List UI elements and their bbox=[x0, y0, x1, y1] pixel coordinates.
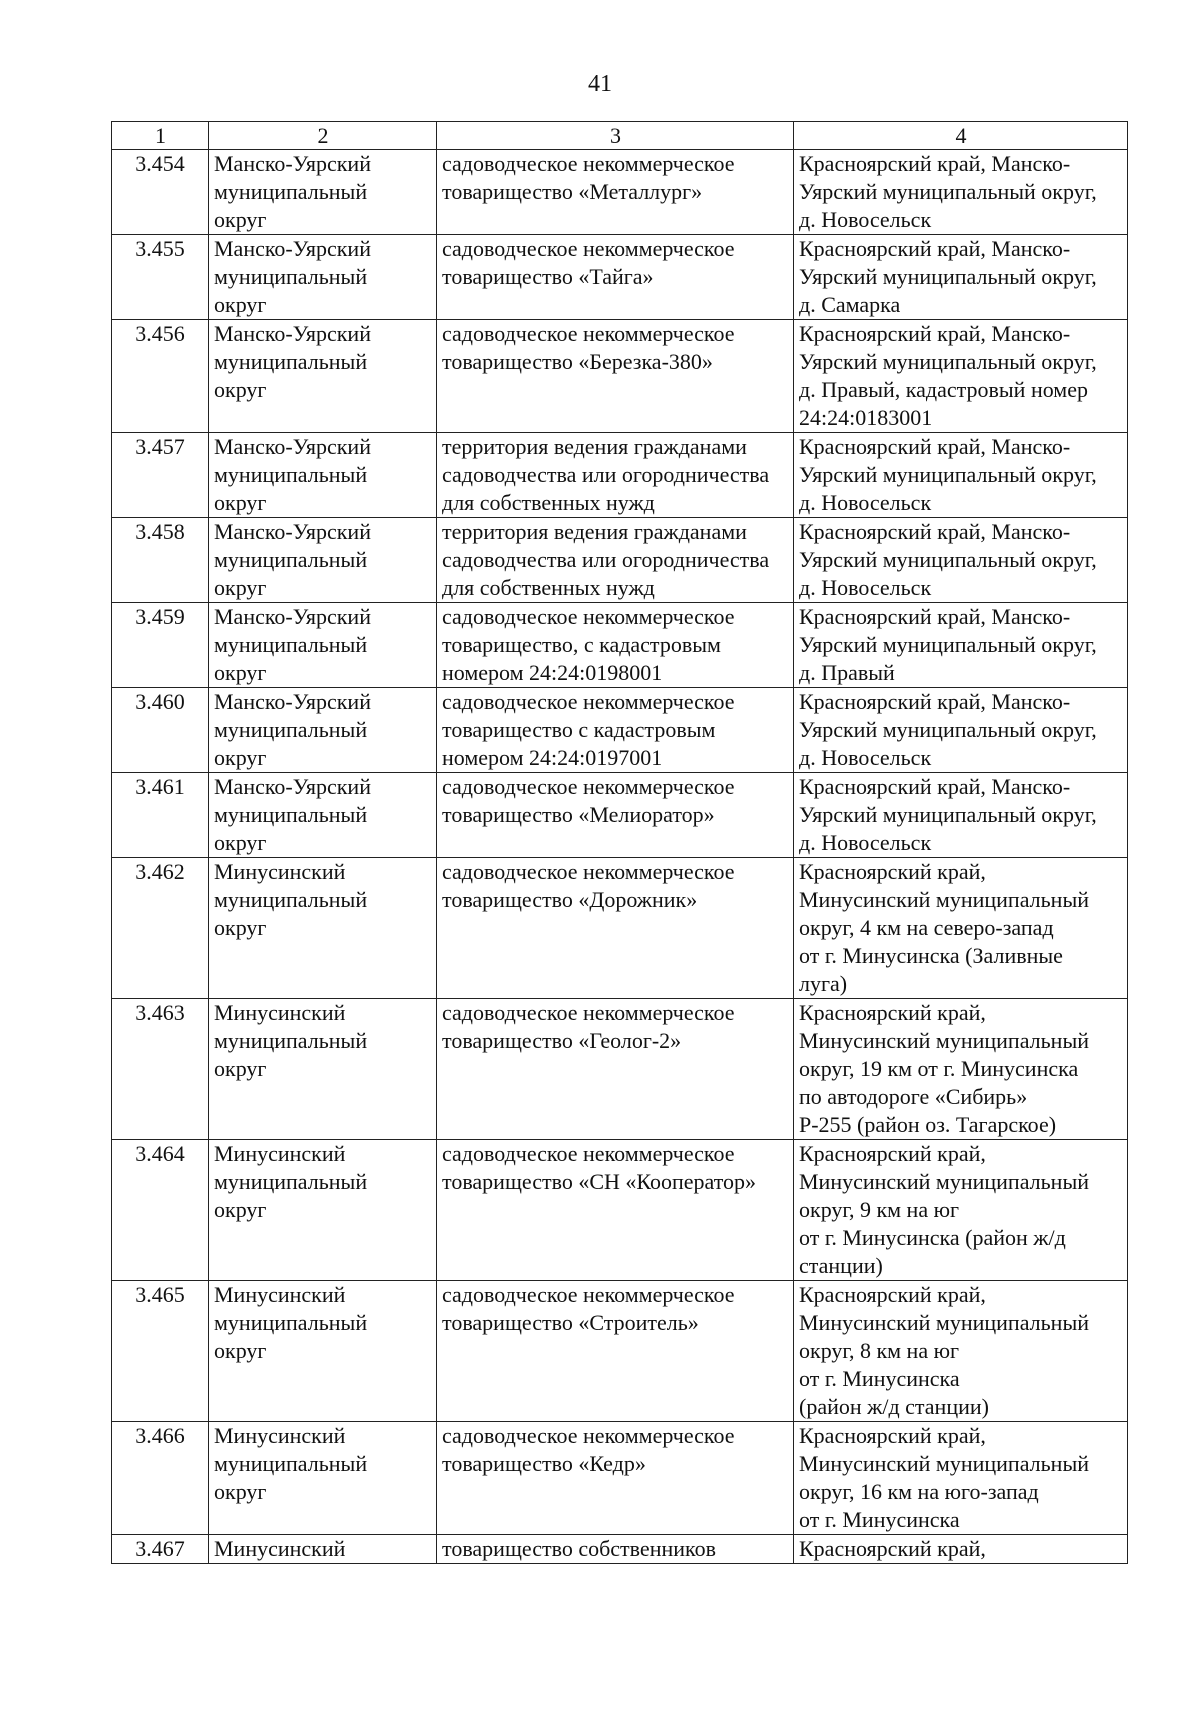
row-number-cell: 3.465 bbox=[112, 1281, 209, 1422]
table-row bbox=[112, 1422, 1128, 1535]
column-header: 2 bbox=[209, 122, 437, 150]
row-number-cell: 3.466 bbox=[112, 1422, 209, 1535]
table-row bbox=[112, 235, 1128, 320]
registry-table bbox=[111, 121, 1128, 1564]
table-header-row bbox=[112, 122, 1128, 150]
entity-name-cell: садоводческое некоммерческое товарищество «Тайга» bbox=[437, 235, 794, 320]
row-number-cell: 3.461 bbox=[112, 773, 209, 858]
district-cell: Минусинский bbox=[209, 1535, 437, 1564]
row-number-cell: 3.454 bbox=[112, 150, 209, 235]
location-cell: Красноярский край, Манско- Уярский муниципальный округ, д. Новосельск bbox=[794, 150, 1128, 235]
district-cell: Манско-Уярский муниципальный округ bbox=[209, 603, 437, 688]
district-cell: Манско-Уярский муниципальный округ bbox=[209, 320, 437, 433]
location-cell: Красноярский край, Манско- Уярский муниципальный округ, д. Правый, кадастровый номер 24:24:0183001 bbox=[794, 320, 1128, 433]
location-cell: Красноярский край, Минусинский муниципальный округ, 16 км на юго-запад от г. Минусинска bbox=[794, 1422, 1128, 1535]
table-row bbox=[112, 320, 1128, 433]
entity-name-cell: садоводческое некоммерческое товарищество «Мелиоратор» bbox=[437, 773, 794, 858]
entity-name-cell: садоводческое некоммерческое товарищество, с кадастровым номером 24:24:0198001 bbox=[437, 603, 794, 688]
row-number-cell: 3.455 bbox=[112, 235, 209, 320]
location-cell: Красноярский край, Минусинский муниципальный округ, 9 км на юг от г. Минусинска (район ж/д станции) bbox=[794, 1140, 1128, 1281]
entity-name-cell: садоводческое некоммерческое товарищество «СН «Кооператор» bbox=[437, 1140, 794, 1281]
row-number-cell: 3.467 bbox=[112, 1535, 209, 1564]
table-row bbox=[112, 1140, 1128, 1281]
table-row bbox=[112, 1535, 1128, 1564]
district-cell: Манско-Уярский муниципальный округ bbox=[209, 518, 437, 603]
table-row bbox=[112, 150, 1128, 235]
row-number-cell: 3.462 bbox=[112, 858, 209, 999]
district-cell: Минусинский муниципальный округ bbox=[209, 1422, 437, 1535]
row-number-cell: 3.458 bbox=[112, 518, 209, 603]
column-header: 4 bbox=[794, 122, 1128, 150]
entity-name-cell: территория ведения гражданами садоводчества или огородничества для собственных нужд bbox=[437, 518, 794, 603]
row-number-cell: 3.457 bbox=[112, 433, 209, 518]
entity-name-cell: садоводческое некоммерческое товарищество «Дорожник» bbox=[437, 858, 794, 999]
row-number-cell: 3.456 bbox=[112, 320, 209, 433]
table-row bbox=[112, 603, 1128, 688]
table-row bbox=[112, 773, 1128, 858]
location-cell: Красноярский край, Минусинский муниципальный округ, 4 км на северо-запад от г. Минусинска (Заливные луга) bbox=[794, 858, 1128, 999]
row-number-cell: 3.459 bbox=[112, 603, 209, 688]
table-row bbox=[112, 688, 1128, 773]
district-cell: Минусинский муниципальный округ bbox=[209, 1140, 437, 1281]
district-cell: Манско-Уярский муниципальный округ bbox=[209, 235, 437, 320]
district-cell: Минусинский муниципальный округ bbox=[209, 858, 437, 999]
entity-name-cell: товарищество собственников bbox=[437, 1535, 794, 1564]
page-number: 41 bbox=[588, 71, 612, 97]
column-header: 3 bbox=[437, 122, 794, 150]
entity-name-cell: садоводческое некоммерческое товарищество «Березка-380» bbox=[437, 320, 794, 433]
district-cell: Минусинский муниципальный округ bbox=[209, 1281, 437, 1422]
entity-name-cell: садоводческое некоммерческое товарищество «Геолог-2» bbox=[437, 999, 794, 1140]
row-number-cell: 3.463 bbox=[112, 999, 209, 1140]
location-cell: Красноярский край, bbox=[794, 1535, 1128, 1564]
location-cell: Красноярский край, Манско- Уярский муниципальный округ, д. Новосельск bbox=[794, 773, 1128, 858]
location-cell: Красноярский край, Манско- Уярский муниципальный округ, д. Новосельск bbox=[794, 688, 1128, 773]
district-cell: Манско-Уярский муниципальный округ bbox=[209, 433, 437, 518]
location-cell: Красноярский край, Манско- Уярский муниципальный округ, д. Правый bbox=[794, 603, 1128, 688]
entity-name-cell: территория ведения гражданами садоводчества или огородничества для собственных нужд bbox=[437, 433, 794, 518]
table-body bbox=[112, 150, 1128, 1564]
district-cell: Манско-Уярский муниципальный округ bbox=[209, 688, 437, 773]
table-row bbox=[112, 433, 1128, 518]
entity-name-cell: садоводческое некоммерческое товарищество «Строитель» bbox=[437, 1281, 794, 1422]
row-number-cell: 3.464 bbox=[112, 1140, 209, 1281]
entity-name-cell: садоводческое некоммерческое товарищество с кадастровым номером 24:24:0197001 bbox=[437, 688, 794, 773]
district-cell: Минусинский муниципальный округ bbox=[209, 999, 437, 1140]
location-cell: Красноярский край, Минусинский муниципальный округ, 8 км на юг от г. Минусинска (район ж/д станции) bbox=[794, 1281, 1128, 1422]
row-number-cell: 3.460 bbox=[112, 688, 209, 773]
entity-name-cell: садоводческое некоммерческое товарищество «Металлург» bbox=[437, 150, 794, 235]
location-cell: Красноярский край, Манско- Уярский муниципальный округ, д. Самарка bbox=[794, 235, 1128, 320]
table-row bbox=[112, 1281, 1128, 1422]
column-header: 1 bbox=[112, 122, 209, 150]
location-cell: Красноярский край, Минусинский муниципальный округ, 19 км от г. Минусинска по автодороге «Сибирь» Р-255 (район оз. Тагарское) bbox=[794, 999, 1128, 1140]
location-cell: Красноярский край, Манско- Уярский муниципальный округ, д. Новосельск bbox=[794, 433, 1128, 518]
district-cell: Манско-Уярский муниципальный округ bbox=[209, 773, 437, 858]
table-row bbox=[112, 518, 1128, 603]
location-cell: Красноярский край, Манско- Уярский муниципальный округ, д. Новосельск bbox=[794, 518, 1128, 603]
district-cell: Манско-Уярский муниципальный округ bbox=[209, 150, 437, 235]
entity-name-cell: садоводческое некоммерческое товарищество «Кедр» bbox=[437, 1422, 794, 1535]
table-row bbox=[112, 858, 1128, 999]
table-row bbox=[112, 999, 1128, 1140]
